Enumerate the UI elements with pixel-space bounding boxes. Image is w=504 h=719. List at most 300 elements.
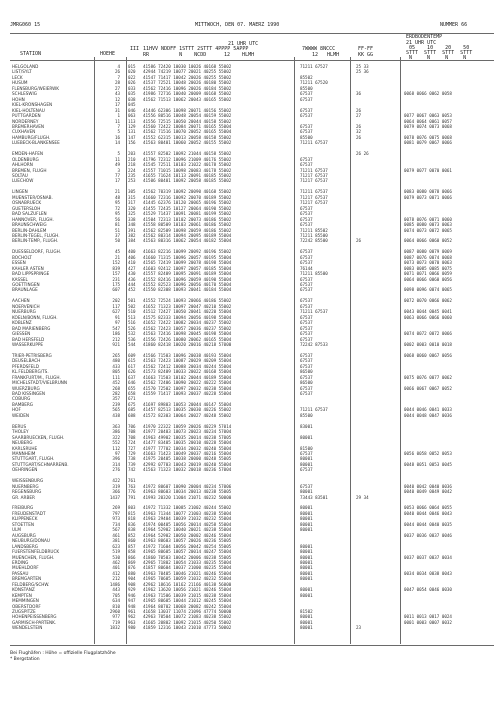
weather-groups: 67537 — [300, 205, 313, 211]
synop-groups: 41964 80702 10068 20082 40242 55004 — [143, 603, 232, 609]
station-id: 129 — [128, 123, 136, 129]
synop-groups: 41550 82308 10093 20041 40184 55004 — [143, 287, 232, 293]
station-id: 858 — [128, 549, 136, 555]
weather-groups: 80001 — [300, 516, 313, 522]
weather-groups: 67537 — [300, 276, 313, 282]
synop-groups: 41562 72416 10096 20026 40184 55002 — [143, 85, 232, 91]
station-height: 386 — [112, 429, 120, 435]
table-row — [0, 609, 504, 614]
station-height: 5 — [117, 151, 120, 157]
weather-groups: 80001 — [300, 543, 313, 549]
synop-groups: 41575 82333 10094 20056 40198 55004 — [143, 314, 232, 320]
station-height: 438 — [112, 412, 120, 418]
soil-temps: 0074 0073 0072 0065 — [404, 227, 452, 233]
synop-groups: 41972 71604 10056 20042 40254 55005 — [143, 543, 232, 549]
station-name: THOLEY — [12, 429, 29, 435]
station-name: BREMERHAVEN — [12, 123, 44, 129]
table-row — [0, 347, 504, 352]
synop-groups: 41562 72406 10090 20022 40222 55004 — [143, 380, 232, 386]
table-row — [0, 522, 504, 527]
wind-gust: 26 — [356, 123, 362, 129]
station-name: COBURG — [12, 396, 31, 402]
station-id: 617 — [128, 363, 136, 369]
soil-temps: 0098 0096 0074 0065 — [404, 287, 452, 293]
station-id: 646 — [128, 380, 136, 386]
synop-groups: 41565 72419 10099 20078 40198 55004 — [143, 260, 232, 266]
station-id: 315 — [128, 194, 136, 200]
table-row — [0, 244, 504, 249]
weather-groups: 67537 — [300, 211, 313, 217]
weather-groups: 71217 67537 — [300, 200, 328, 206]
table-row — [0, 91, 504, 96]
synop-groups: 41563 71323 10032 20018 40236 57004 — [143, 467, 232, 473]
soil-temps: 0048 0051 0053 0045 — [404, 461, 452, 467]
station-id: 852 — [128, 532, 136, 538]
station-id: 880 — [128, 570, 136, 576]
weather-groups: 85500 — [300, 134, 313, 140]
table-row — [0, 195, 504, 200]
table-row — [0, 527, 504, 532]
soil-temps: 0002 0003 0010 0018 — [404, 341, 452, 347]
table-row — [0, 516, 504, 521]
station-id: 724 — [128, 440, 136, 446]
synop-groups: 41603 92412 10097 20057 40185 55004 — [143, 265, 232, 271]
soil-temps: 0081 0079 0067 0066 — [404, 140, 452, 146]
weather-groups: 80001 — [300, 510, 313, 516]
station-name: HOHN — [12, 96, 25, 102]
weather-groups: 71217 67537 — [300, 173, 328, 178]
soil-temps: 0083 0080 0078 0066 — [404, 189, 452, 195]
soil-temps: 0040 0042 0040 0036 — [404, 483, 452, 489]
synop-groups: 41963 80603 10057 20026 40236 55005 — [143, 538, 232, 544]
soil-temps: 0068 0066 0062 0058 — [404, 91, 452, 97]
station-name: FLENSBURG/WEIERWK — [12, 85, 59, 91]
station-id: 946 — [128, 592, 136, 598]
station-id: 384 — [128, 238, 136, 244]
station-id: 516 — [128, 320, 136, 326]
weather-groups: 71211 67537 — [300, 140, 328, 146]
weather-groups: 71211 67537 — [300, 167, 328, 173]
synop-groups: 41857 80604 10037 21000 40235 55004 — [143, 565, 232, 571]
col-ww-sub: 12 HLMH — [312, 52, 340, 58]
table-row — [0, 320, 504, 325]
weather-groups: 67537 — [300, 298, 313, 304]
station-height: 21 — [114, 254, 120, 260]
station-name: PFERDSFELD — [12, 363, 39, 369]
station-height: 157 — [112, 271, 120, 277]
station-id: 513 — [128, 314, 136, 320]
station-id: 815 — [128, 510, 136, 516]
table-row — [0, 467, 504, 472]
station-id: 803 — [128, 505, 136, 511]
station-height: 381 — [112, 538, 120, 544]
station-id: 305 — [128, 189, 136, 195]
synop-groups: 41562 82509 10098 20059 40186 55002 — [143, 227, 232, 233]
station-height: 49 — [114, 162, 120, 168]
wind-gust: 25 36 — [356, 69, 369, 75]
station-id: 325 — [128, 211, 136, 217]
synop-groups: 41660 71315 10096 20057 40195 55004 — [143, 254, 232, 260]
table-row — [0, 108, 504, 113]
weather-groups: 67537 — [300, 107, 313, 113]
station-id: 685 — [128, 407, 136, 413]
station-id: 235 — [128, 173, 136, 178]
weather-groups: 67537 — [300, 303, 313, 309]
table-row — [0, 456, 504, 461]
table-row — [0, 173, 504, 178]
station-height: 921 — [112, 341, 120, 347]
station-id: 382 — [128, 232, 136, 238]
synop-groups: 41563 80401 10060 20052 40155 55002 — [143, 140, 232, 146]
table-row — [0, 64, 504, 69]
ergo-depths: 05 10 20 50 — [409, 45, 470, 51]
station-id: 980 — [128, 625, 136, 631]
station-height: 797 — [112, 510, 120, 516]
synop-groups: 41972 80607 10090 20004 40234 57006 — [143, 483, 232, 489]
weather-groups: 67537 — [300, 374, 313, 380]
station-height: 396 — [112, 456, 120, 462]
station-id: 961 — [128, 609, 136, 614]
station-id: 836 — [128, 521, 136, 527]
table-row — [0, 228, 504, 233]
station-name: STUTTGART/SCHNARRENB. — [12, 461, 69, 467]
station-name: OBERSTDORF — [12, 603, 41, 609]
table-row — [0, 413, 504, 418]
station-name: NOERVENICH — [12, 303, 40, 309]
weather-groups: 80001 — [300, 592, 313, 598]
table-row — [0, 260, 504, 265]
station-id: 218 — [128, 162, 136, 168]
table-row — [0, 505, 504, 510]
station-height: 56 — [114, 216, 120, 222]
station-name: STUTTGART, FLUGH. — [12, 456, 55, 462]
weather-groups: 80001 — [300, 587, 313, 593]
synop-groups: 41964 52902 10040 20021 40238 55004 — [143, 527, 232, 533]
station-id: 410 — [128, 260, 136, 266]
station-height: 186 — [112, 331, 120, 337]
station-height: 239 — [112, 401, 120, 407]
station-name: FREUDENSTADT — [12, 510, 46, 516]
station-height: 973 — [112, 516, 120, 522]
table-row — [0, 533, 504, 538]
station-id: 738 — [128, 456, 136, 462]
table-row — [0, 315, 504, 320]
synop-groups: 41552 72524 10093 20066 40186 55002 — [143, 298, 232, 304]
station-height: 11 — [114, 156, 120, 162]
station-name: ZUGSPITZE — [12, 609, 36, 614]
station-name: BREMEN, FLUGH — [12, 167, 47, 173]
station-name: ERDING — [12, 559, 29, 565]
station-height: 719 — [112, 619, 120, 625]
station-id: 860 — [128, 538, 136, 544]
synop-groups: 41545 72511 10103 21022 40178 55002 — [143, 162, 232, 168]
col-ww: 7WWWW 8NCCC — [302, 46, 336, 52]
table-row — [0, 135, 504, 140]
station-id: 708 — [128, 429, 136, 435]
weather-groups: 80001 — [300, 619, 313, 625]
table-row — [0, 298, 504, 303]
synop-groups: 41796 72312 10096 21009 40176 55002 — [143, 156, 232, 162]
station-height: 26 — [114, 69, 120, 75]
synop-groups: 41562 71513 10062 20043 40165 55002 — [143, 96, 232, 102]
weather-groups: 85500 — [300, 85, 313, 91]
station-height: 412 — [112, 570, 120, 576]
station-height: 111 — [112, 374, 120, 380]
station-id: 763 — [128, 483, 136, 489]
soil-temps: 0056 0058 0052 0053 — [404, 450, 452, 456]
station-id: 430 — [128, 271, 136, 277]
soil-temps: 0075 0076 0077 0062 — [404, 374, 452, 380]
station-name: BERLIN-TEMP., FLUGH. — [12, 238, 59, 244]
weather-groups: 67537 — [300, 352, 313, 358]
synop-groups: 41512 72427 10050 20041 40220 55004 — [143, 309, 232, 315]
table-row — [0, 429, 504, 434]
table-row — [0, 380, 504, 385]
table-row — [0, 129, 504, 134]
wind-gust: 32 — [356, 129, 362, 135]
station-height: 319 — [112, 483, 120, 489]
station-height: 17 — [114, 178, 120, 184]
weather-groups: 80001 — [300, 434, 313, 440]
wind-gust: 26 — [356, 238, 362, 244]
weather-groups: 71211 67537 — [300, 407, 328, 413]
time-center: 21 UHR UTC — [228, 41, 259, 47]
station-height: 45 — [114, 249, 120, 255]
station-name: HOHENPEISSENBERG — [12, 614, 57, 620]
station-name: KEMPTEN — [12, 592, 32, 598]
weather-groups: 67537 — [300, 320, 313, 326]
station-name: MEMMINGEN — [12, 598, 39, 604]
station-height: 462 — [112, 559, 120, 565]
station-name: KLIPPENECK — [12, 516, 38, 522]
synop-groups: 41537 72521 10048 20026 40180 55002 — [143, 80, 232, 86]
table-row — [0, 451, 504, 456]
station-height: 1832 — [109, 625, 120, 631]
station-id: 637 — [128, 374, 136, 380]
table-row — [0, 614, 504, 619]
col-synop: 11HVV NDDFF 1STTT 2STTT 4PPPP 5APPP — [143, 46, 249, 52]
weather-groups: 67537 — [300, 129, 313, 135]
table-row — [0, 249, 504, 254]
table-row — [0, 440, 504, 445]
weather-groups: 81502 — [300, 609, 313, 614]
station-id: 671 — [128, 396, 136, 402]
weather-groups: 80001 — [300, 614, 313, 620]
soil-temps: 0083 0085 0085 0075 — [404, 265, 452, 271]
station-height: 11 — [114, 118, 120, 124]
station-name: REGENSBURG — [12, 489, 42, 495]
weather-groups: 80001 — [300, 456, 313, 462]
station-height: 623 — [112, 543, 120, 549]
table-row — [0, 233, 504, 238]
synop-groups: 41963 29404 10039 21032 40232 55004 — [143, 516, 232, 522]
station-id: 675 — [128, 401, 136, 407]
synop-groups: 42965 71802 10054 21033 40235 55004 — [143, 559, 232, 565]
table-row — [0, 271, 504, 276]
station-id: 866 — [128, 554, 136, 560]
synop-groups: 41562 72423 10057 20036 40237 55002 — [143, 325, 232, 331]
synop-groups: 41563 72416 10098 20045 40198 55004 — [143, 331, 232, 337]
station-id: 046 — [128, 107, 136, 113]
weather-groups: 67537 — [300, 358, 313, 364]
station-name: STOETTEN — [12, 521, 34, 527]
table-row — [0, 178, 504, 183]
station-height: 28 — [114, 80, 120, 86]
synop-groups: 41445 62376 10120 20065 40196 55002 — [143, 200, 232, 206]
synop-groups: 41446 62306 10098 20071 40156 55002 — [143, 107, 232, 113]
station-id: 526 — [128, 325, 136, 331]
weather-groups: 67537 — [300, 287, 313, 293]
col-ff: FF-FF — [358, 46, 374, 52]
station-id: 320 — [128, 205, 136, 211]
station-name: ULM — [12, 527, 22, 533]
synop-groups: 41562 71516 10070 20052 40165 55004 — [143, 129, 232, 135]
station-height: 231 — [112, 276, 120, 282]
table-row — [0, 331, 504, 336]
station-name: NEUBURG/DONAU — [12, 538, 50, 544]
station-height: 734 — [112, 521, 120, 527]
table-row — [0, 287, 504, 292]
station-id: 510 — [128, 309, 136, 315]
col-synop-sub2: 12 HLMH — [224, 52, 255, 58]
station-id: 452 — [128, 287, 136, 293]
station-id: 904 — [128, 576, 136, 582]
table-row — [0, 407, 504, 412]
station-name: OSNABRUECK — [12, 200, 42, 206]
station-name: LECK — [12, 74, 23, 80]
weather-groups: 71211 67537 — [300, 189, 328, 195]
station-id: 045 — [128, 102, 136, 108]
soil-temps: 0079 0074 0073 0068 — [404, 123, 452, 129]
table-row — [0, 282, 504, 287]
table-row — [0, 304, 504, 309]
station-id: 739 — [128, 461, 136, 467]
soil-temps: 0011 0013 0017 0024 — [404, 614, 452, 620]
station-id: 147 — [128, 134, 136, 140]
synop-groups: 41963 71344 10077 21003 40238 55004 — [143, 510, 232, 516]
table-row — [0, 582, 504, 587]
ergo-title: ERDBODENTEMP — [406, 34, 443, 40]
station-height: 112 — [112, 445, 120, 451]
station-name: KOBLENZ — [12, 320, 32, 326]
station-height: 810 — [112, 603, 120, 609]
synop-groups: 41552 82416 10096 20059 40190 55004 — [143, 276, 232, 282]
weather-groups: 80001 — [300, 549, 313, 555]
table-row — [0, 157, 504, 162]
station-name: GUETERSLOH — [12, 205, 41, 211]
header-bottom-rule — [10, 60, 494, 61]
weather-groups: 71211 85500 — [300, 232, 328, 238]
station-height: 72 — [114, 205, 120, 211]
station-id: 501 — [128, 298, 136, 304]
station-height: 276 — [112, 467, 120, 473]
station-id: 338 — [128, 216, 136, 222]
synop-groups: 41975 20405 10038 20000 40248 55005 — [143, 456, 232, 462]
station-name: MUENCHEN, FLUGH. — [12, 554, 55, 560]
synop-groups: 41558 80509 10103 20061 40186 55002 — [143, 222, 232, 228]
weather-groups: 81500 — [300, 445, 313, 451]
table-row — [0, 162, 504, 167]
station-name: PASSAU — [12, 570, 29, 576]
table-row — [0, 473, 504, 478]
synop-groups: 41658 13037 11074 21096 47774 50000 — [143, 609, 232, 614]
table-row — [0, 435, 504, 440]
station-name: DEUSELBACH — [12, 358, 41, 364]
station-id: 033 — [128, 85, 136, 91]
table-row — [0, 168, 504, 173]
table-row — [0, 396, 504, 401]
station-height: 282 — [112, 391, 120, 396]
synop-groups: 42992 07703 10043 20019 40240 55004 — [143, 461, 232, 467]
weather-groups: 72242 85500 — [300, 238, 328, 244]
soil-temps: 0078 0076 0071 0060 — [404, 216, 452, 222]
weather-groups: 67537 — [300, 216, 313, 222]
wind-gust: 26 26 — [356, 151, 369, 157]
station-height: 363 — [112, 423, 120, 429]
station-name: LINGEN — [12, 189, 28, 195]
soil-temps: 0066 0067 0067 0052 — [404, 385, 452, 391]
synop-groups: 41455 72435 10127 20064 40190 55002 — [143, 205, 232, 211]
synop-groups: 41663 71503 10102 20044 40189 55004 — [143, 374, 232, 380]
station-height: 366 — [112, 489, 120, 495]
station-height: 322 — [112, 434, 120, 440]
table-row — [0, 151, 504, 156]
station-height: 977 — [112, 614, 120, 620]
station-height: 97 — [114, 450, 120, 456]
synop-groups: 41964 52902 10050 20002 40246 55004 — [143, 532, 232, 538]
station-id: 688 — [128, 412, 136, 418]
station-id: 026 — [128, 80, 136, 86]
station-height: 357 — [112, 396, 120, 402]
station-height: 81 — [114, 222, 120, 228]
station-height: 2960 — [109, 609, 120, 614]
synop-groups: 41457 82513 10035 20030 40226 55002 — [143, 407, 232, 413]
weather-groups: 67537 — [300, 331, 313, 337]
synop-groups: 41563 72423 10087 20029 40209 55004 — [143, 358, 232, 364]
station-id: 729 — [128, 450, 136, 456]
station-id: 776 — [128, 489, 136, 495]
weather-groups: 72242 87533 — [300, 341, 328, 347]
synop-groups: 41965 80605 10044 21012 40245 55004 — [143, 598, 232, 604]
station-id: 063 — [128, 113, 136, 119]
table-row — [0, 102, 504, 107]
weather-groups: 71217 67537 — [300, 178, 328, 184]
station-name: LUEBECK-BLANKENSEE — [12, 140, 60, 146]
station-name: FREIBURG — [12, 505, 34, 511]
weather-groups: 67537 — [300, 483, 313, 489]
station-id: 015 — [128, 64, 136, 69]
table-row — [0, 189, 504, 194]
station-height: 265 — [112, 352, 120, 358]
synop-groups: 41663 71423 10049 20037 40216 55004 — [143, 450, 232, 456]
weather-groups: 67537 — [300, 391, 313, 396]
wind-gust: 23 — [356, 625, 362, 631]
synop-groups: 41552 62315 10013 20058 40158 55002 — [143, 134, 232, 140]
weather-groups: 67537 — [300, 450, 313, 456]
synop-groups: 42962 18616 10162 21166 40138 56000 — [143, 581, 232, 587]
station-name: BERLIN-TEGEL, FLUGH. — [12, 232, 60, 238]
weather-groups: 80001 — [300, 576, 313, 582]
station-id: 791 — [128, 494, 136, 500]
station-name: BOCHOLT — [12, 254, 32, 260]
synop-groups: 41963 80603 10034 20013 40238 55005 — [143, 489, 232, 495]
synop-groups: 41860 82418 10020 20016 40218 57000 — [143, 341, 232, 347]
station-height: 17 — [114, 102, 120, 108]
table-row — [0, 446, 504, 451]
station-id: 706 — [128, 423, 136, 429]
weather-groups: 67537 — [300, 260, 313, 266]
synop-groups: 41860 70503 10042 20006 40238 55005 — [143, 554, 232, 560]
